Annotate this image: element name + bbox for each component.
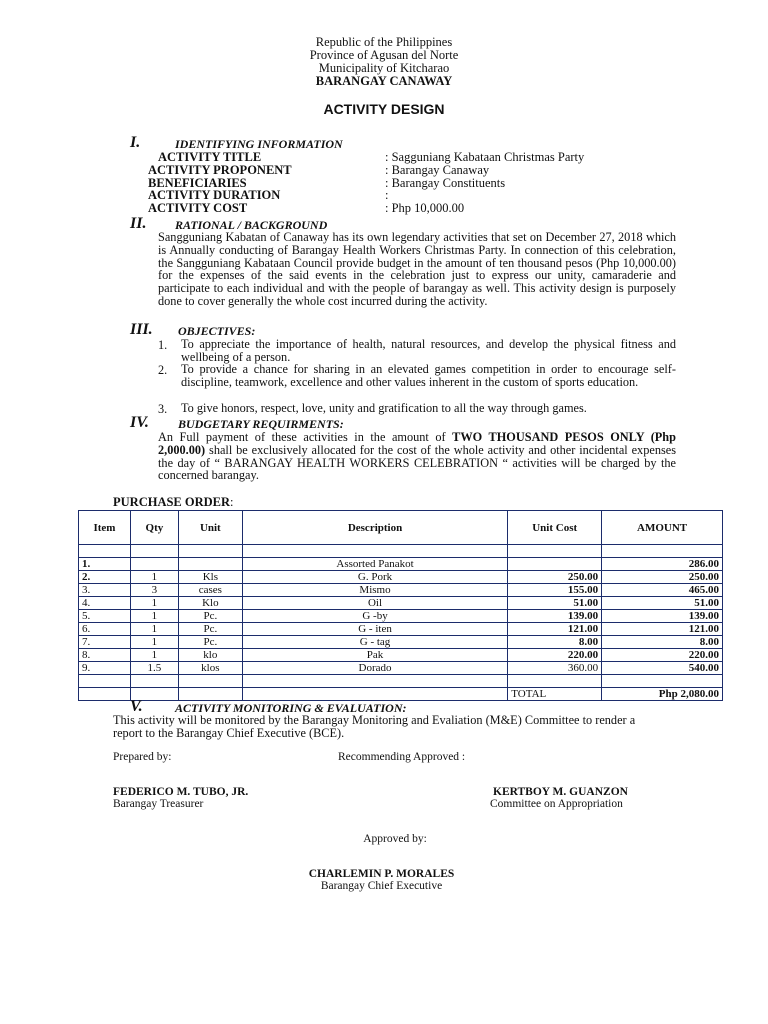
qty-cell: 1	[130, 623, 178, 636]
item-cell: 5.	[79, 610, 131, 623]
approved-by-label: Approved by:	[363, 833, 427, 845]
recommending-label: Recommending Approved :	[338, 751, 466, 763]
col-header-unit: Unit	[178, 511, 242, 545]
section-3-number: III.	[130, 321, 153, 338]
objective-2-text: To provide a chance for sharing in an elevated games competition in order to encourage self-discipline, teamwork, excellence and other values inherent in the custom of sports education.	[181, 362, 676, 389]
prepared-by-label: Prepared by:	[113, 751, 172, 763]
col-header-amount: AMOUNT	[602, 511, 723, 545]
unit-cell: Pc.	[178, 623, 242, 636]
amount-cell: 465.00	[602, 584, 723, 597]
amount-cell: 250.00	[602, 571, 723, 584]
item-cell: 3.	[79, 584, 131, 597]
activity-proponent-value: : Barangay Canaway	[385, 163, 490, 177]
section-5-heading: ACTIVITY MONITORING & EVALUATION:	[175, 701, 407, 715]
description-cell: Dorado	[242, 662, 507, 675]
amount-cell: 220.00	[602, 649, 723, 662]
purchase-order-rows	[79, 558, 723, 675]
description-cell: G -by	[242, 610, 507, 623]
section-4-heading: BUDGETARY REQUIRMENTS:	[178, 417, 344, 431]
qty-cell: 1	[130, 571, 178, 584]
table-row	[79, 571, 723, 584]
item-cell: 2.	[79, 571, 131, 584]
unit-cost-cell: 121.00	[508, 623, 602, 636]
preparer-title: Barangay Treasurer	[113, 798, 204, 810]
recommender-title: Committee on Appropriation	[490, 798, 623, 810]
approver-name: CHARLEMIN P. MORALES	[308, 868, 455, 880]
activity-duration-value: :	[385, 188, 389, 202]
approver-title: Barangay Chief Executive	[320, 880, 443, 892]
activity-title-value: : Sagguniang Kabataan Christmas Party	[385, 150, 585, 164]
table-row	[79, 662, 723, 675]
unit-cost-cell: 139.00	[508, 610, 602, 623]
barangay-line: BARANGAY CANAWAY	[315, 74, 453, 88]
unit-cost-cell: 250.00	[508, 571, 602, 584]
budget-paragraph	[158, 431, 676, 482]
section-3-heading: OBJECTIVES:	[178, 324, 256, 338]
province-line: Province of Agusan del Norte	[309, 48, 459, 62]
unit-cost-cell: 220.00	[508, 649, 602, 662]
activity-cost-value: : Php 10,000.00	[385, 201, 465, 215]
qty-cell: 1	[130, 597, 178, 610]
table-row	[79, 610, 723, 623]
unit-cell: klo	[178, 649, 242, 662]
letterhead	[0, 36, 768, 88]
recommender-name: KERTBOY M. GUANZON	[493, 786, 628, 798]
republic-line: Republic of the Philippines	[315, 35, 453, 49]
budget-amount-words: TWO THOUSAND PESOS ONLY (Php 2,000.00)	[158, 430, 676, 457]
col-header-description: Description	[242, 511, 507, 545]
purchase-order-label	[113, 495, 234, 510]
amount-cell: 139.00	[602, 610, 723, 623]
unit-cell: Klo	[178, 597, 242, 610]
qty-cell: 1	[130, 649, 178, 662]
beneficiaries-value: : Barangay Constituents	[385, 176, 506, 190]
qty-cell: 1	[130, 610, 178, 623]
activity-duration-label: ACTIVITY DURATION	[148, 188, 281, 202]
unit-cost-cell: 155.00	[508, 584, 602, 597]
description-cell: G - iten	[242, 623, 507, 636]
amount-cell: 121.00	[602, 623, 723, 636]
activity-cost-label: ACTIVITY COST	[148, 201, 248, 215]
section-5-number: V.	[130, 698, 143, 715]
description-cell: G. Pork	[242, 571, 507, 584]
section-1-number: I.	[130, 134, 141, 151]
table-blank-row	[79, 675, 723, 688]
col-header-qty: Qty	[130, 511, 178, 545]
table-row	[79, 623, 723, 636]
objective-2-number: 2.	[158, 363, 168, 377]
qty-cell: 1	[130, 636, 178, 649]
activity-proponent-label: ACTIVITY PROPONENT	[148, 163, 292, 177]
section-1-heading: IDENTIFYING INFORMATION	[175, 137, 343, 151]
document-title: ACTIVITY DESIGN	[323, 101, 445, 117]
table-row	[79, 597, 723, 610]
purchase-order-colon: :	[230, 495, 234, 509]
unit-cost-cell	[508, 558, 602, 571]
unit-cell: klos	[178, 662, 242, 675]
objective-3-number: 3.	[158, 402, 168, 416]
unit-cell: Kls	[178, 571, 242, 584]
beneficiaries-label: BENEFICIARIES	[148, 176, 247, 190]
rationale-paragraph: Sangguniang Kabatan of Canaway has its own legendary activities that set on December 27, 2018 which is Annually conducting of Barangay Health Workers Christmas Party. In connection of this celebration, the Sangguniang Kabataan Council provide budget in the amount of ten thousand pesos (Php 10,000.00) for the expenses of the said events in the celebration just to express our unity, camaraderie and participate to each individual and with the people of barangay as well. This activity design is purposely done to cover generally the whole cost incurred during the activity.	[158, 230, 676, 308]
section-2-number: II.	[130, 215, 147, 232]
objective-1-text: To appreciate the importance of health, natural resources, and develop the physical fitness and wellbeing of a person.	[181, 337, 676, 364]
unit-cost-cell: 8.00	[508, 636, 602, 649]
item-cell: 9.	[79, 662, 131, 675]
total-label: TOTAL	[508, 688, 602, 701]
section-4-number: IV.	[130, 414, 149, 431]
description-cell: Assorted Panakot	[242, 558, 507, 571]
unit-cost-cell: 360.00	[508, 662, 602, 675]
objective-1-number: 1.	[158, 338, 168, 352]
unit-cost-cell: 51.00	[508, 597, 602, 610]
table-row	[79, 649, 723, 662]
monitoring-paragraph: This activity will be monitored by the Barangay Monitoring and Evaliation (M&E) Committee to render a report to the Barangay Chief Executive (BCE).	[113, 713, 636, 740]
purchase-order-title: PURCHASE ORDER	[113, 495, 231, 509]
table-spacer-row	[79, 545, 723, 558]
activity-title-label: ACTIVITY TITLE	[158, 150, 262, 164]
description-cell: Pak	[242, 649, 507, 662]
unit-cell	[178, 558, 242, 571]
amount-cell: 51.00	[602, 597, 723, 610]
municipality-line: Municipality of Kitcharao	[318, 61, 450, 75]
qty-cell: 1.5	[130, 662, 178, 675]
col-header-unit-cost: Unit Cost	[508, 511, 602, 545]
unit-cell: cases	[178, 584, 242, 597]
table-row	[79, 636, 723, 649]
amount-cell: 540.00	[602, 662, 723, 675]
purchase-order-table	[78, 510, 723, 701]
item-cell: 7.	[79, 636, 131, 649]
preparer-name: FEDERICO M. TUBO, JR.	[113, 786, 249, 798]
amount-cell: 286.00	[602, 558, 723, 571]
qty-cell	[130, 558, 178, 571]
total-value: Php 2,080.00	[602, 688, 723, 701]
description-cell: Mismo	[242, 584, 507, 597]
unit-cell: Pc.	[178, 636, 242, 649]
col-header-item: Item	[79, 511, 131, 545]
unit-cell: Pc.	[178, 610, 242, 623]
item-cell: 1.	[79, 558, 131, 571]
budget-text-a: An Full payment of these activities in the amount of	[158, 430, 453, 444]
description-cell: G - tag	[242, 636, 507, 649]
budget-text-b: shall be exclusively allocated for the cost of the whole activity and other incidental expenses the day of “ BARANGAY HEALTH WORKERS CELEBRATION “ activities will be charged by the concerned barangay.	[158, 442, 676, 483]
description-cell: Oil	[242, 597, 507, 610]
table-header-row	[79, 511, 723, 545]
table-total-row	[79, 688, 723, 701]
table-row	[79, 584, 723, 597]
objective-3-text: To give honors, respect, love, unity and gratification to all the way through games.	[181, 401, 587, 415]
qty-cell: 3	[130, 584, 178, 597]
item-cell: 4.	[79, 597, 131, 610]
table-row	[79, 558, 723, 571]
item-cell: 6.	[79, 623, 131, 636]
section-2-heading: RATIONAL / BACKGROUND	[175, 218, 328, 232]
item-cell: 8.	[79, 649, 131, 662]
amount-cell: 8.00	[602, 636, 723, 649]
